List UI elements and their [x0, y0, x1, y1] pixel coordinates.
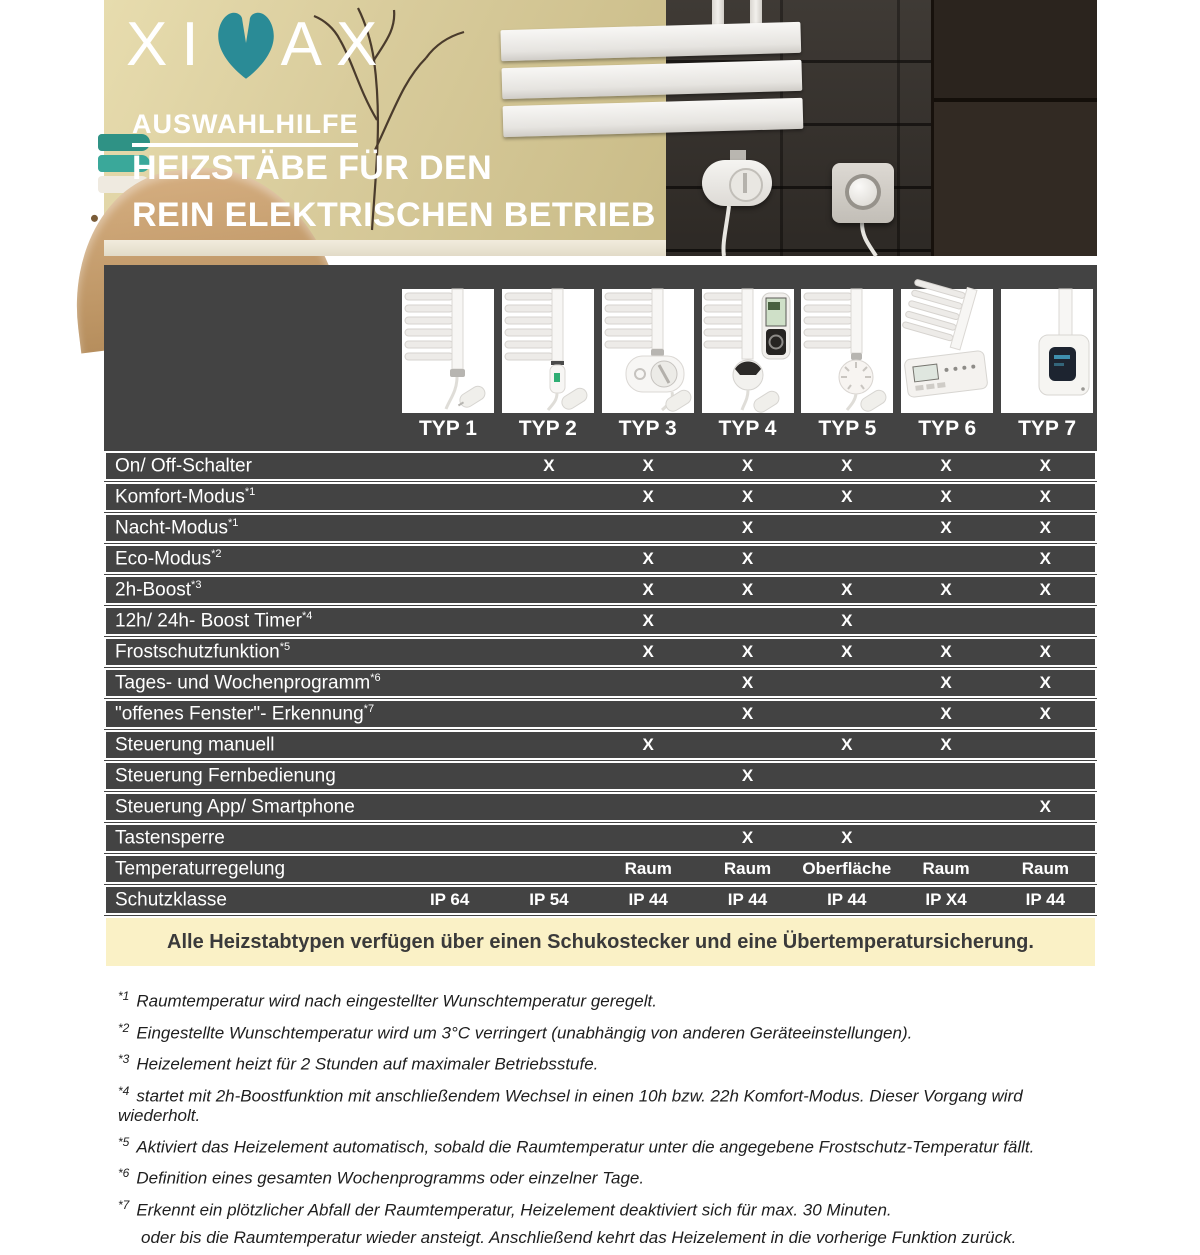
radiator-typ6-icon — [901, 289, 993, 413]
feature-row — [104, 823, 1097, 853]
feature-cell: X — [741, 642, 754, 661]
feature-cell: X — [1039, 456, 1052, 475]
feature-cell: X — [741, 704, 754, 723]
feature-cell: X — [1039, 797, 1052, 816]
footnote — [118, 1196, 1098, 1247]
feature-cell: IP X4 — [925, 890, 967, 909]
feature-cell: X — [1039, 642, 1052, 661]
feature-row — [104, 699, 1097, 729]
radiator-typ5-icon — [801, 289, 893, 413]
feature-row — [104, 482, 1097, 512]
hero-banner — [104, 0, 1097, 256]
typ-label: TYP 2 — [518, 417, 577, 440]
feature-cell: X — [841, 580, 853, 599]
footnote-text: Raumtemperatur wird nach eingestellter Wunschtemperatur geregelt. — [136, 991, 657, 1011]
feature-row — [104, 885, 1097, 915]
footnote-marker: *6 — [118, 1166, 130, 1181]
feature-label: Steuerung App/ Smartphone — [115, 796, 355, 818]
typ-label: TYP 1 — [418, 417, 477, 440]
feature-cell: X — [642, 487, 654, 506]
feature-cell: X — [642, 735, 654, 754]
footnote-marker: *7 — [118, 1197, 130, 1212]
footnote-text: Definition eines gesamten Wochenprogramms oder einzelner Tage. — [136, 1168, 645, 1188]
radiator-typ1-icon — [402, 289, 494, 413]
column-header-typ4 — [698, 265, 798, 451]
feature-row — [104, 451, 1097, 481]
footnote-text: Aktiviert das Heizelement automatisch, sobald die Raumtemperatur unter die angegebene Frostschutz-Temperatur fällt. — [136, 1137, 1035, 1157]
product-image-typ-3 — [602, 289, 694, 413]
hero-title-line1: HEIZSTÄBE FÜR DEN — [132, 149, 493, 187]
typ-label: TYP 3 — [618, 417, 677, 440]
feature-rows — [104, 451, 1097, 915]
feature-cell: X — [741, 828, 754, 847]
feature-row — [104, 668, 1097, 698]
feature-cell: X — [940, 487, 952, 506]
feature-row — [104, 730, 1097, 760]
feature-label: Komfort-Modus$^{*1}$ — [115, 485, 256, 508]
feature-cell: X — [940, 456, 952, 475]
footnote — [118, 1019, 1098, 1043]
feature-cell: X — [940, 704, 952, 723]
typ-label: TYP 6 — [918, 417, 977, 440]
feature-cell: IP 44 — [628, 890, 668, 909]
feature-cell: X — [741, 518, 754, 537]
feature-cell: X — [841, 456, 853, 475]
feature-cell: X — [543, 456, 555, 475]
feature-label: Nacht-Modus$^{*1}$ — [115, 516, 239, 539]
feature-cell: IP 44 — [827, 890, 867, 909]
feature-row — [104, 792, 1097, 822]
footnote — [118, 987, 1098, 1011]
logo-text-right: AX — [280, 10, 392, 79]
feature-cell: X — [642, 580, 654, 599]
feature-cell: X — [841, 611, 853, 630]
feature-cell: X — [1039, 580, 1052, 599]
feature-cell: X — [741, 673, 754, 692]
feature-cell: IP 44 — [1025, 890, 1066, 909]
product-image-typ-6 — [901, 289, 993, 413]
feature-cell: X — [940, 642, 952, 661]
column-header-typ3 — [598, 265, 698, 451]
feature-cell: X — [940, 673, 952, 692]
typ-label: TYP 7 — [1018, 417, 1077, 440]
feature-label: Schutzklasse — [115, 889, 227, 911]
radiator-typ7-icon — [1001, 289, 1093, 413]
feature-cell: X — [741, 549, 754, 568]
feature-cell: X — [1039, 549, 1052, 568]
typ-label: TYP 5 — [818, 417, 877, 440]
feature-row — [104, 606, 1097, 636]
radiator-typ2-icon — [502, 289, 594, 413]
feature-label: Tastensperre — [115, 827, 225, 849]
column-header-typ1 — [398, 265, 498, 451]
feature-row — [104, 761, 1097, 791]
feature-cell: X — [841, 735, 853, 754]
hero-subtitle: AUSWAHLHILFE — [132, 109, 358, 147]
feature-label: On/ Off-Schalter — [115, 455, 252, 477]
feature-cell: X — [642, 456, 654, 475]
footnote-marker: *4 — [118, 1083, 130, 1098]
feature-row — [104, 637, 1097, 667]
feature-row — [104, 513, 1097, 543]
footnote-marker: *2 — [118, 1020, 130, 1035]
feature-label: 12h/ 24h- Boost Timer$^{*4}$ — [115, 609, 313, 632]
footnote-text-continued: oder bis die Raumtemperatur wieder ansteigt. Anschließend kehrt das Heizelement in die vorherige Funktion zurück. — [141, 1227, 1017, 1247]
feature-label: Steuerung Fernbedienung — [115, 765, 336, 787]
feature-label: Tages- und Wochenprogramm$^{*6}$ — [115, 671, 381, 694]
feature-label: Frostschutzfunktion$^{*5}$ — [115, 640, 291, 663]
column-header-typ5 — [797, 265, 897, 451]
footnotes — [118, 987, 1098, 1255]
feature-cell: X — [940, 518, 952, 537]
feature-cell: X — [1039, 487, 1052, 506]
feature-cell: X — [940, 735, 952, 754]
product-image-typ-1 — [402, 289, 494, 413]
feature-cell: Raum — [624, 859, 672, 878]
footnote — [118, 1164, 1098, 1188]
feature-cell: X — [741, 766, 754, 785]
feature-label: Temperaturregelung — [115, 858, 286, 880]
feature-row — [104, 854, 1097, 884]
feature-cell: X — [741, 487, 754, 506]
feature-cell: X — [1039, 518, 1052, 537]
table-surface-decor — [104, 240, 666, 256]
feature-label: Eco-Modus$^{*2}$ — [115, 547, 222, 570]
feature-cell: IP 44 — [727, 890, 768, 909]
feature-cell: Raum — [723, 859, 772, 878]
feature-cell: X — [841, 642, 853, 661]
feature-cell: X — [841, 828, 853, 847]
logo-text-left: XI — [126, 10, 213, 79]
ximax-logo-m-icon — [215, 9, 277, 80]
feature-label: 2h-Boost$^{*3}$ — [115, 578, 202, 601]
chair-screw — [91, 214, 99, 222]
footnote-text: Heizelement heizt für 2 Stunden auf maximaler Betriebsstufe. — [136, 1054, 599, 1074]
info-note: Alle Heizstabtypen verfügen über einen Schukostecker und eine Übertemperatursicherung. — [104, 916, 1097, 968]
radiator-typ3-icon — [602, 289, 694, 413]
product-image-typ-5 — [801, 289, 893, 413]
feature-cell: X — [741, 580, 754, 599]
typ-label: TYP 4 — [718, 417, 777, 440]
footnote-marker: *5 — [118, 1134, 130, 1149]
footnote-text: startet mit 2h-Boostfunktion mit anschließendem Wechsel in einen 10h bzw. 22h Komfort-Modus. Dieser Vorgang wird wiederholt. — [118, 1086, 1023, 1125]
feature-cell: X — [642, 642, 654, 661]
feature-cell: IP 64 — [429, 890, 470, 909]
feature-label: "offenes Fenster"- Erkennung$^{*7}$ — [115, 702, 375, 725]
column-header-typ6 — [897, 265, 997, 451]
feature-label: Steuerung manuell — [115, 734, 275, 756]
footnote-marker: *1 — [118, 989, 130, 1003]
feature-cell: X — [642, 549, 654, 568]
footnote-text: Erkennt ein plötzlicher Abfall der Raumtemperatur, Heizelement deaktiviert sich für max. 30 Minuten. — [136, 1200, 892, 1220]
footnote — [118, 1133, 1098, 1157]
feature-cell: Raum — [922, 859, 970, 878]
feature-row — [104, 575, 1097, 605]
product-column-headers — [104, 265, 1097, 451]
feature-cell: X — [1039, 704, 1052, 723]
feature-cell: X — [741, 456, 754, 475]
feature-cell: Raum — [1021, 859, 1069, 878]
hero-title-line2: REIN ELEKTRISCHEN BETRIEB — [132, 196, 656, 234]
feature-row — [104, 544, 1097, 574]
product-image-typ-2 — [502, 289, 594, 413]
product-image-typ-4 — [702, 289, 794, 413]
comparison-table — [104, 265, 1097, 968]
column-header-typ7 — [997, 265, 1097, 451]
feature-cell: Oberfläche — [802, 859, 892, 878]
radiator-typ4-icon — [702, 289, 794, 413]
footnote-marker: *3 — [118, 1052, 130, 1067]
feature-cell: X — [841, 487, 853, 506]
feature-cell: X — [1039, 673, 1052, 692]
feature-cell: X — [940, 580, 952, 599]
wall-socket-decor — [832, 163, 894, 223]
product-image-typ-7 — [1001, 289, 1093, 413]
column-header-typ2 — [498, 265, 598, 451]
footnote-text: Eingestellte Wunschtemperatur wird um 3°C verringert (unabhängig von anderen Geräteeinstellungen). — [136, 1023, 913, 1043]
footnote — [118, 1050, 1098, 1074]
socket-plug — [849, 178, 877, 206]
feature-cell: IP 54 — [529, 890, 569, 909]
ximax-logo — [126, 12, 391, 80]
feature-cell: X — [642, 611, 654, 630]
footnote — [118, 1082, 1098, 1125]
